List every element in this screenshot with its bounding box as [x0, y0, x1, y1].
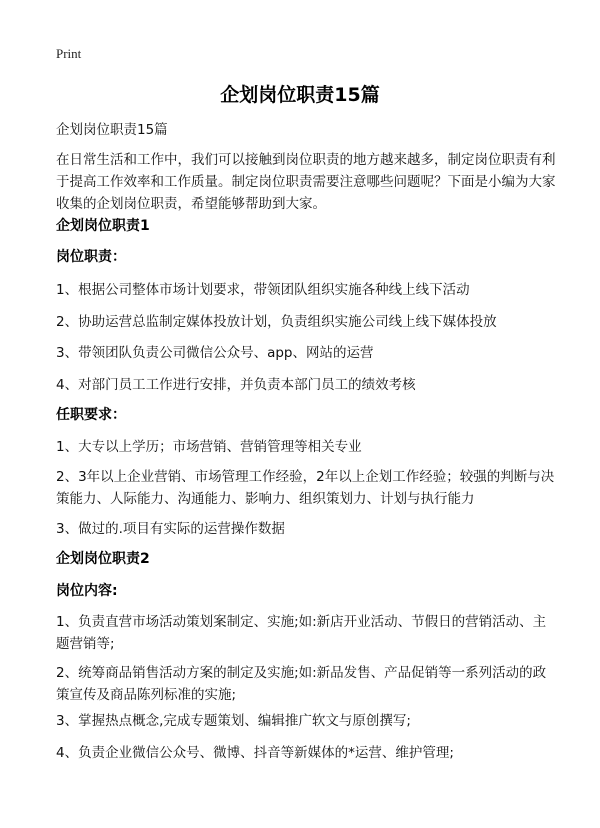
print-label: Print	[56, 46, 82, 61]
requirement-item: 2、3年以上企业营销、市场管理工作经验，2年以上企划工作经验；较强的判断与决策能力、人际能力、沟通能力、影响力、组织策划力、计划与执行能力	[56, 469, 555, 507]
requirements-heading: 任职要求：	[56, 407, 126, 423]
intro-paragraph: 在日常生活和工作中，我们可以接触到岗位职责的地方越来越多，制定岗位职责有利于提高工作效率和工作质量。制定岗位职责需要注意哪些问题呢？下面是小编为大家收集的企划岗位职责，希望能够帮助到大家。	[56, 152, 556, 212]
content-item: 2、统筹商品销售活动方案的制定及实施;如:新品发售、产品促销等一系列活动的政策宣传及商品陈列标准的实施;	[56, 665, 547, 703]
duty-item: 1、根据公司整体市场计划要求，带领团队组织实施各种线上线下活动	[56, 282, 470, 298]
document-subtitle: 企划岗位职责15篇	[56, 122, 168, 138]
content-item: 3、掌握热点概念,完成专题策划、编辑推广软文与原创撰写;	[56, 713, 411, 729]
requirement-item: 3、做过的.项目有实际的运营操作数据	[56, 521, 285, 537]
content-item: 4、负责企业微信公众号、微博、抖音等新媒体的*运营、维护管理;	[56, 745, 454, 761]
duty-item: 3、带领团队负责公司微信公众号、app、网站的运营	[56, 345, 374, 361]
duties-heading: 岗位职责：	[56, 249, 126, 265]
content-heading: 岗位内容:	[56, 583, 118, 599]
duty-item: 4、对部门员工工作进行安排，并负责本部门员工的绩效考核	[56, 377, 416, 393]
duty-item: 2、协助运营总监制定媒体投放计划，负责组织实施公司线上线下媒体投放	[56, 314, 497, 330]
content-item: 1、负责直营市场活动策划案制定、实施;如:新店开业活动、节假日的营销活动、主题营销等;	[56, 614, 547, 652]
section-heading-1: 企划岗位职责1	[56, 218, 150, 234]
document-title: 企划岗位职责15篇	[220, 84, 380, 106]
section-heading-2: 企划岗位职责2	[56, 551, 150, 567]
requirement-item: 1、大专以上学历；市场营销、营销管理等相关专业	[56, 439, 362, 455]
